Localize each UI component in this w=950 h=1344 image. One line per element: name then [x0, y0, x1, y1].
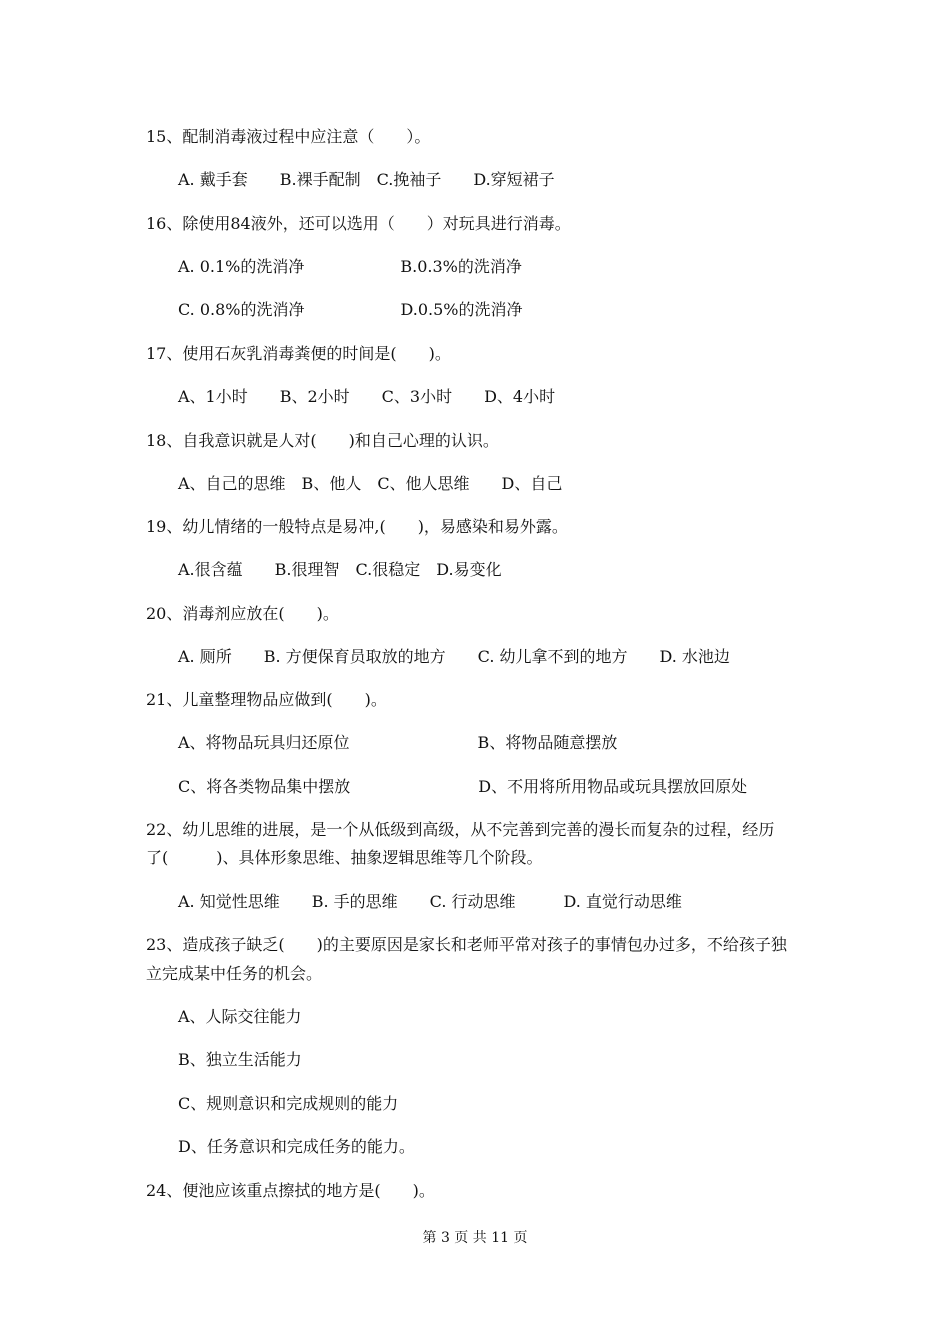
question-20-stem: 20、消毒剂应放在( )。 [146, 604, 339, 623]
question-22-stem: 22、幼儿思维的进展，是一个从低级到高级，从不完善到完善的漫长而复杂的过程，经历 [146, 820, 775, 839]
question-21-options-row-2: C、将各类物品集中摆放 D、不用将所用物品或玩具摆放回原处 [178, 777, 748, 796]
question-23-stem-continuation: 立完成某中任务的机会。 [146, 964, 323, 983]
question-20-options: A. 厕所 B. 方便保育员取放的地方 C. 幼儿拿不到的地方 D. 水池边 [178, 647, 730, 666]
question-23-option-a: A、人际交往能力 [178, 1007, 302, 1026]
question-23-option-d: D、任务意识和完成任务的能力。 [178, 1137, 415, 1156]
question-18-options: A、自己的思维 B、他人 C、他人思维 D、自己 [178, 474, 563, 493]
question-23-option-b: B、独立生活能力 [178, 1050, 302, 1069]
question-24-stem: 24、便池应该重点擦拭的地方是( )。 [146, 1181, 435, 1200]
question-21-options-row-1: A、将物品玩具归还原位 B、将物品随意摆放 [178, 733, 618, 752]
question-22-options: A. 知觉性思维 B. 手的思维 C. 行动思维 D. 直觉行动思维 [178, 892, 682, 911]
question-22-stem-continuation: 了( )、具体形象思维、抽象逻辑思维等几个阶段。 [146, 848, 543, 867]
question-17-stem: 17、使用石灰乳消毒粪便的时间是( )。 [146, 344, 451, 363]
question-15-options: A. 戴手套 B.裸手配制 C.挽袖子 D.穿短裙子 [178, 170, 555, 189]
question-17-options: A、1小时 B、2小时 C、3小时 D、4小时 [178, 387, 556, 406]
question-19-options: A.很含蕴 B.很理智 C.很稳定 D.易变化 [178, 560, 502, 579]
question-19-stem: 19、幼儿情绪的一般特点是易冲,( )，易感染和易外露。 [146, 517, 568, 536]
question-21-stem: 21、儿童整理物品应做到( )。 [146, 690, 387, 709]
question-15-stem: 15、配制消毒液过程中应注意（ ）。 [146, 127, 431, 146]
question-18-stem: 18、自我意识就是人对( )和自己心理的认识。 [146, 431, 499, 450]
question-23-stem: 23、造成孩子缺乏( )的主要原因是家长和老师平常对孩子的事情包办过多，不给孩子独 [146, 935, 787, 954]
question-16-stem: 16、除使用84液外，还可以选用（ ）对玩具进行消毒。 [146, 214, 571, 233]
question-16-options-row-1: A. 0.1%的洗消净 B.0.3%的洗消净 [178, 257, 522, 276]
question-23-option-c: C、规则意识和完成规则的能力 [178, 1094, 399, 1113]
page-footer: 第 3 页 共 11 页 [422, 1230, 528, 1246]
question-16-options-row-2: C. 0.8%的洗消净 D.0.5%的洗消净 [178, 300, 523, 319]
